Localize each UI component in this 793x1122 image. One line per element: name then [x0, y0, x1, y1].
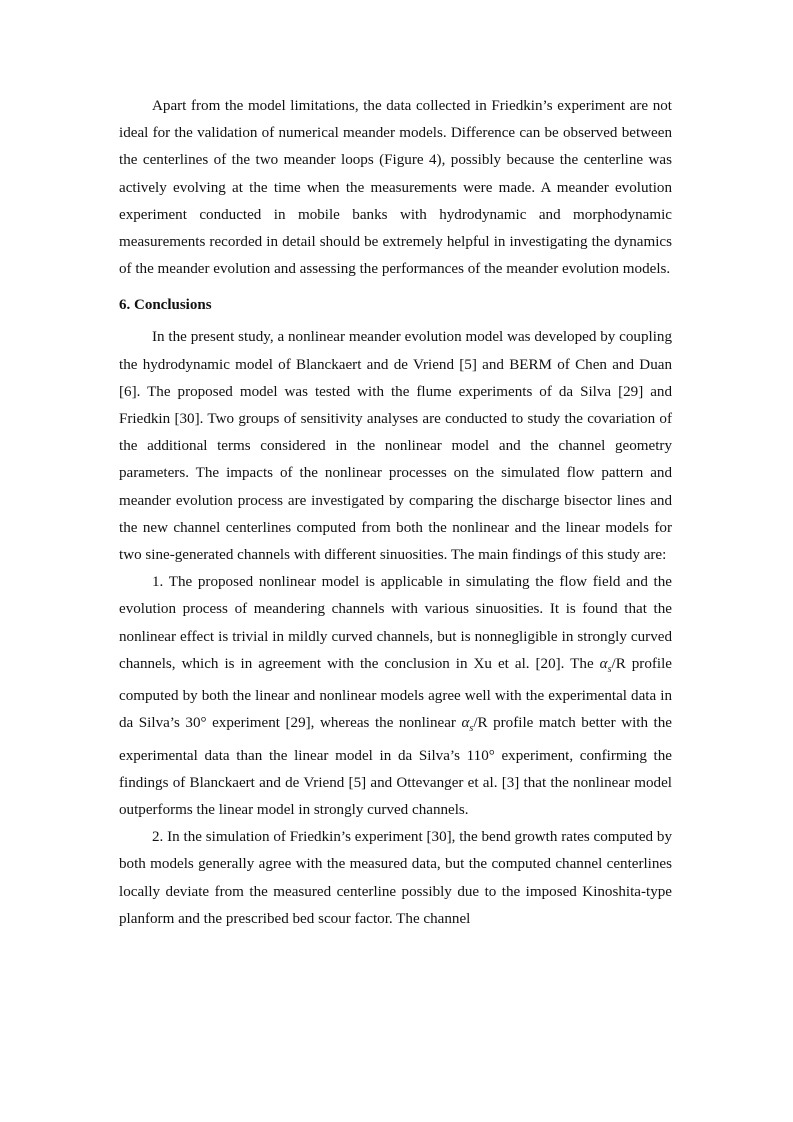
paragraph-finding-1 [119, 569, 672, 824]
alpha-subscript: s [469, 723, 474, 735]
finding-1-text-c: /R profile match better with the experimental data than the linear model in da Silva’s 110° experiment, confirming the findings of Blanckaert and de Vriend [5] and Ottevanger et al. [3] that the nonlinear model outperforms the linear model in strongly curved channels. [119, 715, 673, 818]
paragraph-model-limitations: Apart from the model limitations, the data collected in Friedkin’s experiment are not ideal for the validation of numerical meander models. Difference can be observed between the centerlines of the two meander loops (Figure 4), possibly because the centerline was actively evolving at the time when the measurements were made. A meander evolution experiment conducted in mobile banks with hydrodynamic and morphodynamic measurements recorded in detail should be extremely helpful in investigating the dynamics of the meander evolution and assessing the performances of the meander evolution models. [119, 98, 672, 278]
paragraph-finding-2: 2. In the simulation of Friedkin’s experiment [30], the bend growth rates computed by both models generally agree with the measured data, but the computed channel centerlines locally deviate from the measured centerline possibly due to the imposed Kinoshita-type planform and the prescribed bed scour factor. The channel [119, 829, 672, 927]
alpha-symbol: α [461, 715, 470, 732]
finding-1-text-b: /R profile computed by both the linear and nonlinear models agree well with the experimental data in da Silva’s 30° experiment [29], whereas the nonlinear [119, 655, 672, 732]
paragraph-conclusions-intro: In the present study, a nonlinear meander evolution model was developed by coupling the hydrodynamic model of Blanckaert and de Vriend [5] and BERM of Chen and Duan [6]. The proposed model was tested with the flume experiments of da Silva [29] and Friedkin [30]. Two groups of sensitivity analyses are conducted to study the covariation of the additional terms considered in the nonlinear model and the channel geometry parameters. The impacts of the nonlinear processes on the simulated flow pattern and meander evolution process are investigated by comparing the discharge bisector lines and the new channel centerlines computed from both the nonlinear and the linear models for two sine-generated channels with different sinuosities. The main findings of this study are: [119, 329, 672, 564]
alpha-symbol: α [599, 655, 608, 672]
finding-1-text-a: 1. The proposed nonlinear model is applicable in simulating the flow field and the evolution process of meandering channels with various sinuosities. It is found that the nonlinear effect is trivial in mildly curved channels, but is nonnegligible in strongly curved channels, which is in agreement with the conclusion in Xu et al. [20]. The [119, 574, 672, 672]
section-heading-conclusions: 6. Conclusions [119, 297, 212, 314]
document-page [119, 93, 672, 933]
alpha-subscript: s [607, 663, 612, 675]
